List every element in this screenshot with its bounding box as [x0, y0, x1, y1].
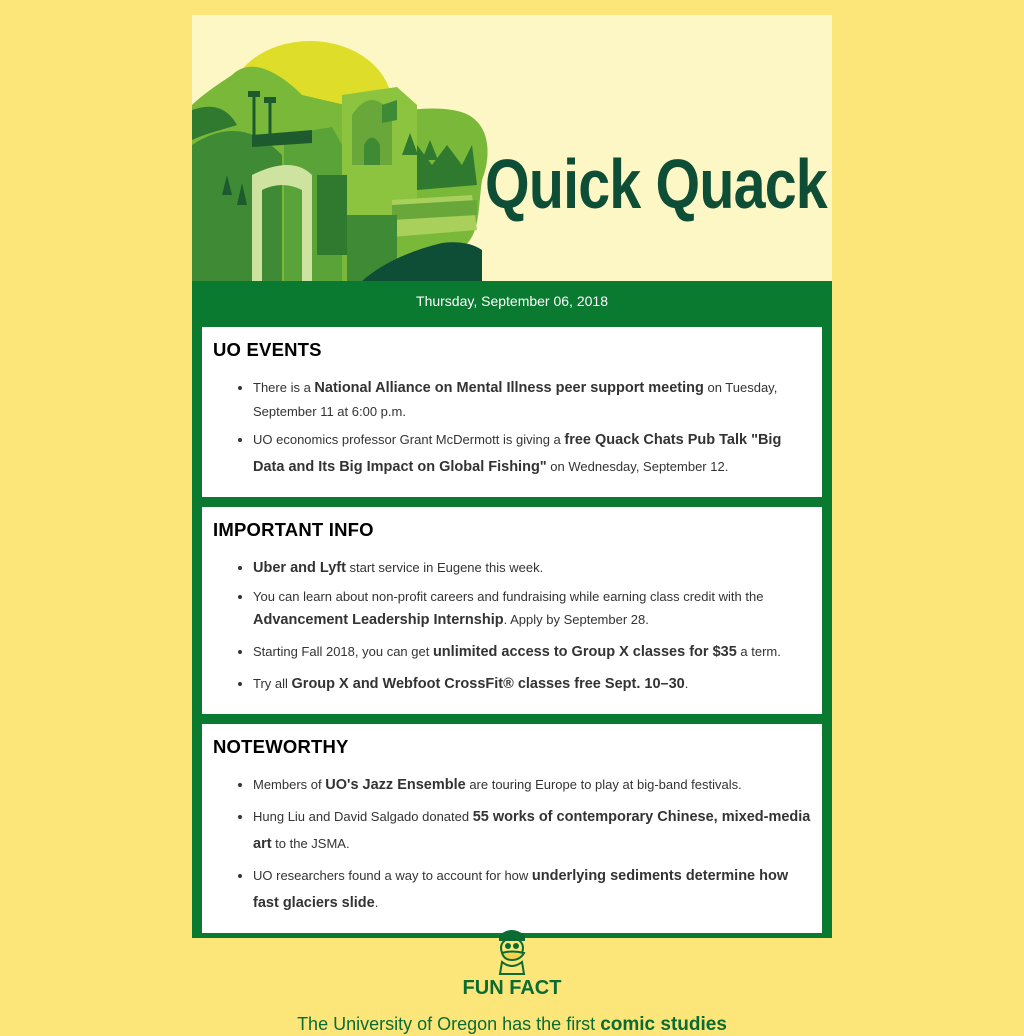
item-link[interactable]: UO's Jazz Ensemble	[325, 777, 466, 793]
item-link[interactable]: National Alliance on Mental Illness peer support meeting	[314, 380, 704, 396]
newsletter	[192, 15, 832, 938]
item-text: . Apply by September 28.	[503, 612, 649, 627]
item-text: on Tuesday, September 11 at 6:00 p.m.	[253, 380, 778, 419]
newsletter-title: Quick Quack	[485, 145, 827, 223]
section-title: IMPORTANT INFO	[213, 519, 374, 540]
list-item	[253, 375, 811, 422]
list-item	[253, 555, 811, 582]
list-item	[253, 804, 811, 858]
fun-fact-text	[0, 1014, 1024, 1036]
item-text: Try all	[253, 676, 292, 691]
list-item	[253, 671, 811, 698]
issue-date: Thursday, September 06, 2018	[416, 293, 608, 309]
item-text: There is a	[253, 380, 315, 395]
item-text: Members of	[253, 777, 326, 792]
section-uo-events	[202, 327, 822, 497]
item-text: to the JSMA.	[271, 836, 350, 851]
section-important-info	[202, 507, 822, 714]
fun-fact-link[interactable]: comic studies	[600, 1014, 727, 1035]
item-link[interactable]: Group X and Webfoot CrossFit® classes free Sept. 10–30	[291, 676, 685, 692]
list-item	[253, 639, 811, 666]
item-text: .	[374, 895, 379, 910]
item-text: are touring Europe to play at big-band festivals.	[465, 777, 742, 792]
duck-mascot-icon	[490, 926, 534, 976]
item-text: a term.	[736, 644, 781, 659]
item-link[interactable]: underlying sediments determine how fast glaciers slide	[253, 868, 789, 911]
section-title: NOTEWORTHY	[213, 736, 349, 757]
list-item	[253, 427, 811, 481]
item-text: UO researchers found a way to account for how	[253, 868, 532, 883]
fun-fact-icon-wrap	[0, 926, 1024, 981]
item-link[interactable]: free Quack Chats Pub Talk "Big Data and Its Big Impact on Global Fishing"	[253, 432, 782, 475]
fun-fact-text-pre: The University of Oregon has the first	[297, 1014, 601, 1034]
item-text: .	[684, 676, 689, 691]
section-title: UO EVENTS	[213, 339, 322, 360]
section-noteworthy	[202, 724, 822, 933]
item-text: Starting Fall 2018, you can get	[253, 644, 433, 659]
item-text: Hung Liu and David Salgado donated	[253, 809, 473, 824]
item-link[interactable]: 55 works of contemporary Chinese, mixed-media art	[253, 809, 811, 852]
list-item	[253, 587, 811, 634]
item-text: UO economics professor Grant McDermott is giving a	[253, 432, 565, 447]
item-link[interactable]: unlimited access to Group X classes for $35	[432, 644, 737, 660]
item-text: on Wednesday, September 12.	[546, 459, 729, 474]
item-link[interactable]: Uber and Lyft	[253, 560, 346, 576]
fun-fact-title: FUN FACT	[462, 977, 562, 999]
list-item	[253, 863, 811, 917]
content-area	[192, 281, 832, 938]
item-link[interactable]: Advancement Leadership Internship	[253, 612, 504, 628]
list-item	[253, 772, 811, 799]
item-text: start service in Eugene this week.	[345, 560, 544, 575]
header-banner	[192, 15, 832, 281]
item-text: You can learn about non-profit careers and fundraising while earning class credit with the	[253, 589, 764, 604]
